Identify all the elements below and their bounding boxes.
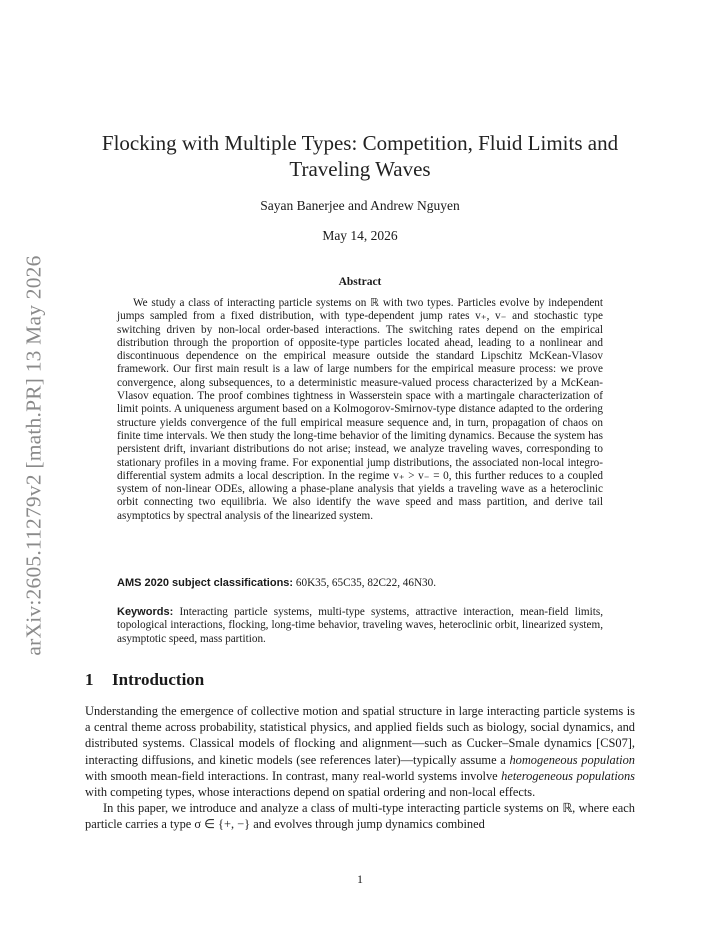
abstract-heading: Abstract <box>338 276 382 288</box>
ams-label: AMS 2020 subject classifications: <box>117 577 294 589</box>
keywords-value: Interacting particle systems, multi-type systems, attractive interaction, mean-field limits, topological interactions, flocking, long-time behavior, traveling waves, heteroclinic orbit, linearized system, asymptotic speed, mass partition. <box>117 606 603 645</box>
section-heading <box>85 670 635 690</box>
title-line-2: Traveling Waves <box>289 157 431 181</box>
keywords-label: Keywords: <box>117 606 174 618</box>
intro-p1-emphasis-2: heterogeneous populations <box>501 768 635 783</box>
arxiv-sidebar <box>20 245 48 665</box>
intro-p1-part-c: with competing types, whose interactions depend on spatial ordering and non-local effects. <box>85 785 536 800</box>
intro-paragraph-2: In this paper, we introduce and analyze a class of multi-type interacting particle systems on ℝ, where each particle carries a type σ ∈ {+, −} and evolves through jump dynamics combined <box>85 801 635 832</box>
ams-value: 60K35, 65C35, 82C22, 46N30. <box>293 577 437 589</box>
paper-title <box>90 130 630 182</box>
section-number: 1 <box>85 670 94 689</box>
page-number: 1 <box>357 872 363 886</box>
intro-body <box>85 703 635 833</box>
keywords <box>117 606 603 646</box>
abstract-text: We study a class of interacting particle systems on ℝ with two types. Particles evolve by independent jumps sampled from a fixed distribution, with type-dependent jump rates v₊, v₋ and stochastic type switching driven by non-local order-based interactions. The switching rates depend on the empirical distribution through the proportion of opposite-type particles located ahead, leading to a nonlinear and discontinuous dependence on the empirical measure outside the standard Lipschitz McKean-Vlasov framework. Our first main result is a law of large numbers for the empirical measure process: we prove convergence, along subsequences, to a deterministic measure-valued process characterized by a McKean-Vlasov equation. The proof combines tightness in Wasserstein space with a martingale characterization of limit points. A uniqueness argument based on a Kolmogorov-Smirnov-type distance adapted to the ordering structure yields convergence of the full empirical measure sequence and, in turn, propagation of chaos on finite time intervals. We then study the long-time behavior of the limiting dynamics. Because the system has persistent drift, invariant distributions do not arise; instead, we analyze traveling waves, corresponding to stationary profiles in a moving frame. For exponential jump distributions, the associated non-local integro-differential system admits a local description. In the regime v₊ > v₋ = 0, this further reduces to a coupled system of non-linear ODEs, allowing a phase-plane analysis that yields a traveling wave as a heteroclinic orbit connecting two equilibria. We also identify the wave speed and mass partition, and derive tail asymptotics by spectral analysis of the linearized system. <box>117 297 603 522</box>
ams-classification <box>117 577 603 590</box>
date: May 14, 2026 <box>322 228 398 243</box>
arxiv-identifier: arXiv:2605.11279v2 [math.PR] 13 May 2026 <box>21 254 46 656</box>
intro-p1-part-a: Understanding the emergence of collective motion and spatial structure in large interacting particle systems is a central theme across probability, statistical physics, and applied fields such as biology, social dynamics, and distributed systems. Classical models of flocking and alignment—such as Cucker–Smale dynamics [CS07], interacting diffusions, and kinetic models (see references later)—typically assume a <box>85 704 635 767</box>
authors: Sayan Banerjee and Andrew Nguyen <box>260 198 460 213</box>
intro-p1-emphasis-1: homogeneous population <box>509 752 635 767</box>
title-line-1: Flocking with Multiple Types: Competition, Fluid Limits and <box>101 131 619 155</box>
intro-paragraph-1 <box>85 703 635 800</box>
intro-p1-part-b: with smooth mean-field interactions. In contrast, many real-world systems involve <box>85 768 502 783</box>
section-title: Introduction <box>112 670 205 689</box>
